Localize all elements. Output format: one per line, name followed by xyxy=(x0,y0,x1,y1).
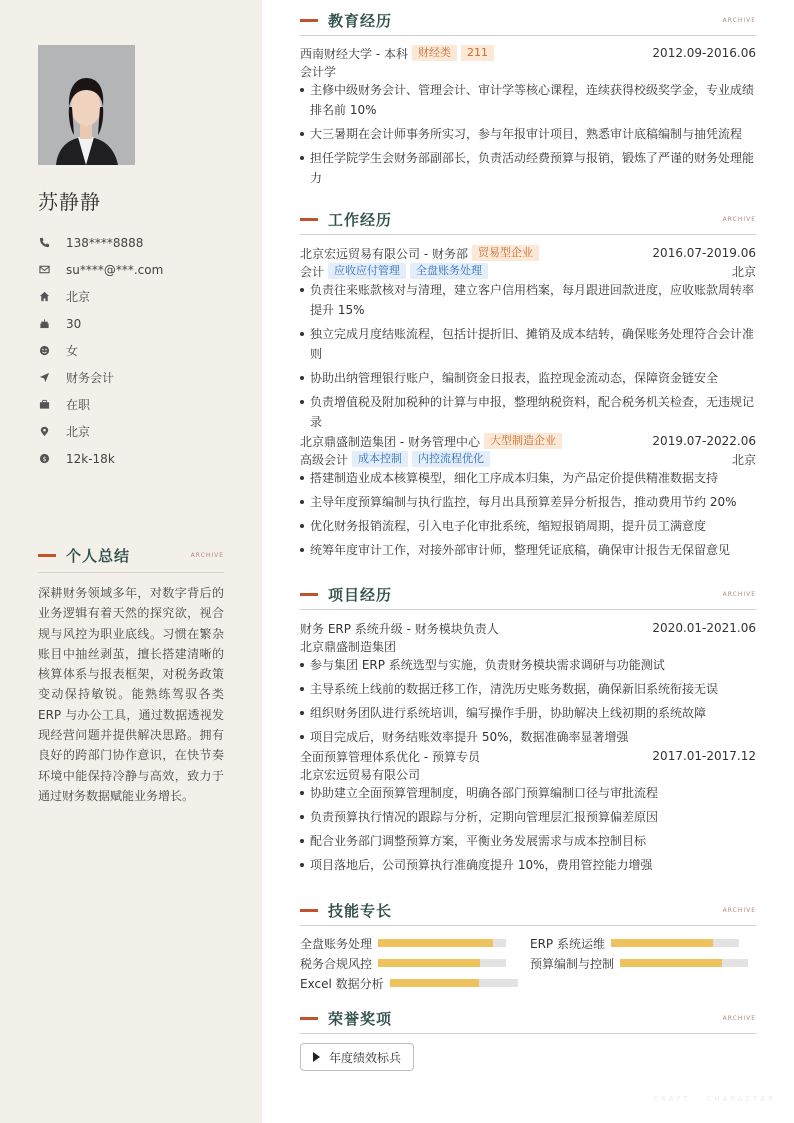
info-home xyxy=(38,283,163,310)
education-section xyxy=(300,6,756,192)
list-item: 参与集团 ERP 系统选型与实施，负责财务模块需求调研与功能测试 xyxy=(300,655,756,675)
list-item: 负责往来账款核对与清理，建立客户信用档案，每月跟进回款进度，应收账款周转率提升 15% xyxy=(300,280,756,320)
skill-tag: 成本控制 xyxy=(352,451,408,467)
skill-bar-fill xyxy=(611,939,713,947)
project-entry xyxy=(300,619,756,747)
skill-bar-fill xyxy=(378,959,480,967)
info-text: 北京 xyxy=(66,425,91,439)
school-tag: 财经类 xyxy=(412,45,457,61)
skill-bar-track xyxy=(390,979,518,987)
skill-item xyxy=(300,974,530,992)
home-icon xyxy=(38,291,50,303)
skill-name: 预算编制与控制 xyxy=(530,956,615,971)
list-item: 配合业务部门调整预算方案，平衡业务发展需求与成本控制目标 xyxy=(300,831,756,851)
watermark: CRAFT · CHARACTER xyxy=(653,1095,776,1103)
list-item: 独立完成月度结账流程，包括计提折旧、摊销及成本结转，确保账务处理符合会计准则 xyxy=(300,324,756,364)
info-text: 12k-18k xyxy=(66,451,115,466)
work-city: 北京 xyxy=(731,264,756,279)
info-position xyxy=(38,364,163,391)
info-salary xyxy=(38,445,163,472)
skill-name: ERP 系统运维 xyxy=(530,936,605,951)
awards-header xyxy=(300,1004,756,1034)
section-archive-label: ARCHIVE xyxy=(722,1015,756,1022)
skill-name: Excel 数据分析 xyxy=(300,976,384,991)
section-archive-label: ARCHIVE xyxy=(190,551,224,559)
project-date: 2020.01-2021.06 xyxy=(652,621,756,635)
skill-item xyxy=(300,934,530,952)
work-section xyxy=(300,205,756,564)
section-accent-bar xyxy=(300,19,318,22)
skill-item xyxy=(530,934,756,952)
project-date: 2017.01-2017.12 xyxy=(652,749,756,763)
education-bullets xyxy=(300,80,756,188)
award-item[interactable] xyxy=(300,1043,414,1071)
contact-info-list xyxy=(38,229,163,472)
work-role-row xyxy=(300,262,756,280)
section-archive-label: ARCHIVE xyxy=(722,907,756,914)
section-archive-label: ARCHIVE xyxy=(722,591,756,598)
project-name-row xyxy=(300,619,756,637)
list-item: 主导系统上线前的数据迁移工作，清洗历史账务数据，确保新旧系统衔接无误 xyxy=(300,679,756,699)
section-archive-label: ARCHIVE xyxy=(722,216,756,223)
list-item: 协助出纳管理银行账户，编制资金日报表，监控现金流动态，保障资金链安全 xyxy=(300,368,756,388)
skill-tag: 内控流程优化 xyxy=(412,451,490,467)
education-school-row xyxy=(300,44,756,62)
projects-section xyxy=(300,580,756,879)
list-item: 协助建立全面预算管理制度，明确各部门预算编制口径与审批流程 xyxy=(300,783,756,803)
projects-header xyxy=(300,580,756,610)
skill-bar-fill xyxy=(378,939,493,947)
award-label: 年度绩效标兵 xyxy=(329,1050,402,1065)
work-role: 会计 xyxy=(300,264,325,279)
skill-bar-fill xyxy=(620,959,722,967)
phone-icon xyxy=(38,237,50,249)
school-tag: 211 xyxy=(461,45,494,61)
skill-name: 税务合规风控 xyxy=(300,956,373,971)
work-bullets xyxy=(300,468,756,560)
project-name: 全面预算管理体系优化 - 预算专员 xyxy=(300,749,480,764)
skill-item xyxy=(530,954,756,972)
info-text: 30 xyxy=(66,316,82,331)
list-item: 主修中级财务会计、管理会计、审计学等核心课程，连续获得校级奖学金，专业成绩排名前 10% xyxy=(300,80,756,120)
company-type-tag: 贸易型企业 xyxy=(472,245,539,261)
list-item: 项目完成后，财务结账效率提升 50%，数据准确率显著增强 xyxy=(300,727,756,747)
skill-bar-track xyxy=(378,959,506,967)
project-name: 财务 ERP 系统升级 - 财务模块负责人 xyxy=(300,621,499,636)
list-item: 大三暑期在会计师事务所实习，参与年报审计项目，熟悉审计底稿编制与抽凭流程 xyxy=(300,124,756,144)
skill-tag: 应收应付管理 xyxy=(328,263,406,279)
education-major-row xyxy=(300,62,756,80)
skill-name: 全盘账务处理 xyxy=(300,936,373,951)
section-title: 教育经历 xyxy=(328,12,393,30)
play-triangle-icon xyxy=(313,1052,320,1062)
work-entry xyxy=(300,244,756,432)
cake-icon xyxy=(38,318,50,330)
gender-icon xyxy=(38,345,50,357)
section-title: 工作经历 xyxy=(328,211,393,229)
project-bullets xyxy=(300,783,756,875)
section-accent-bar xyxy=(300,909,318,912)
info-location xyxy=(38,418,163,445)
section-accent-bar xyxy=(300,218,318,221)
section-accent-bar xyxy=(38,554,56,557)
section-title: 技能专长 xyxy=(328,902,393,920)
info-text: 北京 xyxy=(66,290,91,304)
list-item: 主导年度预算编制与执行监控，每月出具预算差异分析报告，推动费用节约 20% xyxy=(300,492,756,512)
info-text: 138****8888 xyxy=(66,235,144,250)
section-accent-bar xyxy=(300,593,318,596)
section-accent-bar xyxy=(300,1017,318,1020)
awards-section xyxy=(300,1004,756,1071)
list-item: 统筹年度审计工作，对接外部审计师，整理凭证底稿，确保审计报告无保留意见 xyxy=(300,540,756,560)
project-entry xyxy=(300,747,756,875)
work-header xyxy=(300,205,756,235)
sidebar xyxy=(0,0,262,1123)
info-email xyxy=(38,256,163,283)
info-text: 财务会计 xyxy=(66,371,115,385)
salary-icon xyxy=(38,453,50,465)
info-text: 在职 xyxy=(66,398,91,412)
summary-section xyxy=(38,544,224,806)
skills-grid xyxy=(300,934,756,992)
work-company: 北京宏远贸易有限公司 - 财务部 xyxy=(300,246,468,261)
project-bullets xyxy=(300,655,756,747)
list-item: 担任学院学生会财务部副部长，负责活动经费预算与报销，锻炼了严谨的财务处理能力 xyxy=(300,148,756,188)
briefcase-icon xyxy=(38,399,50,411)
work-company-row xyxy=(300,244,756,262)
section-title: 个人总结 xyxy=(66,546,131,565)
info-phone xyxy=(38,229,163,256)
profile-photo xyxy=(38,45,135,165)
work-entry xyxy=(300,432,756,560)
list-item: 搭建制造业成本核算模型，细化工序成本归集，为产品定价提供精准数据支持 xyxy=(300,468,756,488)
education-major: 会计学 xyxy=(300,64,337,79)
work-date: 2019.07-2022.06 xyxy=(652,434,756,448)
project-name-row xyxy=(300,747,756,765)
project-org-row xyxy=(300,765,756,783)
info-text: 女 xyxy=(66,344,79,358)
skill-tag: 全盘账务处理 xyxy=(410,263,488,279)
skills-section xyxy=(300,896,756,992)
list-item: 负责增值税及附加税种的计算与申报，整理纳税资料，配合税务机关检查，无违规记录 xyxy=(300,392,756,432)
list-item: 优化财务报销流程，引入电子化审批系统，缩短报销周期，提升员工满意度 xyxy=(300,516,756,536)
work-role-row xyxy=(300,450,756,468)
location-icon xyxy=(38,426,50,438)
list-item: 组织财务团队进行系统培训，编写操作手册，协助解决上线初期的系统故障 xyxy=(300,703,756,723)
list-item: 项目落地后，公司预算执行准确度提升 10%，费用管控能力增强 xyxy=(300,855,756,875)
list-item: 负责预算执行情况的跟踪与分析，定期向管理层汇报预算偏差原因 xyxy=(300,807,756,827)
work-company: 北京鼎盛制造集团 - 财务管理中心 xyxy=(300,434,480,449)
summary-header xyxy=(38,544,224,573)
work-role: 高级会计 xyxy=(300,452,349,467)
mail-icon xyxy=(38,264,50,276)
info-gender xyxy=(38,337,163,364)
section-title: 荣誉奖项 xyxy=(328,1010,393,1028)
work-date: 2016.07-2019.06 xyxy=(652,246,756,260)
section-archive-label: ARCHIVE xyxy=(722,17,756,24)
work-city: 北京 xyxy=(731,452,756,467)
education-header xyxy=(300,6,756,36)
section-title: 项目经历 xyxy=(328,586,393,604)
info-status xyxy=(38,391,163,418)
info-text: su****@***.com xyxy=(66,262,164,277)
education-date: 2012.09-2016.06 xyxy=(652,46,756,60)
info-age xyxy=(38,310,163,337)
skill-bar-fill xyxy=(390,979,480,987)
work-company-row xyxy=(300,432,756,450)
skill-bar-track xyxy=(378,939,506,947)
send-icon xyxy=(38,372,50,384)
project-org: 北京宏远贸易有限公司 xyxy=(300,767,421,782)
skill-item xyxy=(300,954,530,972)
skill-bar-track xyxy=(611,939,739,947)
work-bullets xyxy=(300,280,756,432)
skills-header xyxy=(300,896,756,926)
project-org: 北京鼎盛制造集团 xyxy=(300,639,397,654)
company-type-tag: 大型制造企业 xyxy=(484,433,562,449)
project-org-row xyxy=(300,637,756,655)
skill-bar-track xyxy=(620,959,748,967)
profile-name: 苏静静 xyxy=(38,190,101,214)
summary-text: 深耕财务领域多年，对数字背后的业务逻辑有着天然的探究欲，视合规与风控为职业底线。习惯在繁杂账目中抽丝剥茧，擅长搭建清晰的核算体系与报表框架，对税务政策变动保持敏锐。能熟练驾驭各类ERP 与办公工具，通过数据透视发现经营问题并提供解决思路。拥有良好的跨部门协作意识，在快节奏环境中能保持冷静与高效，致力于通过财务数据赋能业务增长。 xyxy=(38,586,224,803)
svg-text:$: $ xyxy=(41,454,47,463)
school-name: 西南财经大学 - 本科 xyxy=(300,46,408,61)
